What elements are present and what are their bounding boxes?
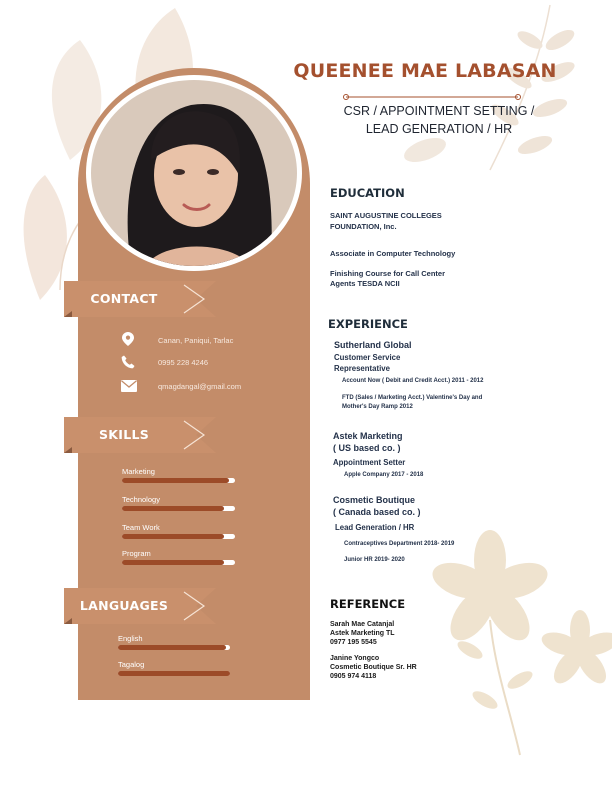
skill-bar-marketing	[122, 478, 235, 483]
experience-cosmetic-role: Lead Generation / HR	[335, 523, 415, 532]
experience-heading: EXPERIENCE	[328, 317, 408, 331]
contact-heading-label: CONTACT	[90, 291, 158, 306]
education-course-line-2: Agents TESDA NCII	[330, 279, 400, 288]
experience-cosmetic-detail-2: Junior HR 2019- 2020	[344, 557, 405, 563]
skill-bar-fill-team-work	[122, 534, 224, 539]
contact-email[interactable]: qmagdangal@gmail.com	[158, 382, 242, 391]
language-label-english: English	[118, 634, 143, 643]
person-name: QUEENEE MAE LABASAN	[293, 60, 557, 82]
skills-heading-label: SKILLS	[98, 427, 150, 442]
experience-sutherland-detail-2-line-1: FTD (Sales / Marketing Acct.) Valentine's Day and	[342, 395, 483, 401]
experience-sutherland-detail-2-line-2: Mother's Day Ramp 2012	[342, 404, 413, 410]
contact-heading	[64, 281, 216, 317]
languages-heading	[64, 588, 216, 624]
experience-sutherland-role-line-2: Representative	[334, 364, 390, 373]
phone-icon	[121, 355, 135, 369]
language-bar-fill-english	[118, 645, 226, 650]
education-school-line-2: FOUNDATION, Inc.	[330, 222, 397, 231]
profile-photo-illustration	[91, 80, 297, 266]
skill-bar-technology	[122, 506, 235, 511]
reference-2-phone[interactable]: 0905 974 4118	[330, 673, 377, 680]
education-course-line-1: Finishing Course for Call Center	[330, 269, 446, 278]
experience-astek-role: Appointment Setter	[333, 458, 406, 467]
skill-bar-program	[122, 560, 235, 565]
contact-address: Canan, Paniqui, Tarlac	[158, 336, 234, 345]
education-heading: EDUCATION	[330, 186, 405, 200]
experience-sutherland-role-line-1: Customer Service	[334, 353, 401, 362]
language-label-tagalog: Tagalog	[118, 660, 145, 669]
experience-cosmetic-detail-1: Contraceptives Department 2018- 2019	[344, 541, 455, 547]
reference-1-org: Astek Marketing TL	[330, 630, 395, 637]
languages-heading-label: LANGUAGES	[79, 598, 169, 613]
skill-label-technology: Technology	[122, 495, 160, 504]
job-title-line-1: CSR / APPOINTMENT SETTING /	[343, 104, 535, 118]
experience-astek-detail: Apple Company 2017 - 2018	[344, 472, 424, 478]
education-degree: Associate in Computer Technology	[330, 249, 456, 258]
reference-1-phone[interactable]: 0977 195 5545	[330, 639, 377, 646]
skill-bar-fill-program	[122, 560, 224, 565]
flower-decoration-bottom-right	[430, 520, 612, 760]
skill-bar-fill-technology	[122, 506, 224, 511]
experience-astek-company-line-1: Astek Marketing	[333, 431, 403, 441]
skill-label-program: Program	[122, 549, 151, 558]
skills-heading	[64, 417, 216, 453]
skill-label-marketing: Marketing	[122, 467, 155, 476]
location-pin-icon	[122, 332, 134, 346]
language-bar-tagalog	[118, 671, 230, 676]
education-school-line-1: SAINT AUGUSTINE COLLEGES	[330, 211, 442, 220]
reference-1-name: Sarah Mae Catanjal	[330, 621, 395, 628]
experience-sutherland-company: Sutherland Global	[334, 340, 412, 350]
language-bar-fill-tagalog	[118, 671, 230, 676]
skill-bar-fill-marketing	[122, 478, 229, 483]
reference-heading: REFERENCE	[330, 597, 406, 611]
experience-astek-company-line-2: ( US based co. )	[333, 443, 401, 453]
reference-2-org: Cosmetic Boutique Sr. HR	[330, 664, 417, 671]
experience-sutherland-detail-1: Account Now ( Debit and Credit Acct.) 2011 - 2012	[342, 378, 484, 384]
skill-bar-team-work	[122, 534, 235, 539]
experience-cosmetic-company-line-1: Cosmetic Boutique	[333, 495, 416, 505]
profile-photo	[91, 80, 297, 266]
name-divider	[342, 93, 522, 101]
language-bar-english	[118, 645, 230, 650]
email-icon	[121, 380, 137, 392]
reference-2-name: Janine Yongco	[330, 655, 380, 662]
job-title-line-2: LEAD GENERATION / HR	[365, 122, 513, 136]
contact-phone[interactable]: 0995 228 4246	[158, 358, 209, 367]
skill-label-team-work: Team Work	[122, 523, 160, 532]
experience-cosmetic-company-line-2: ( Canada based co. )	[333, 507, 421, 517]
